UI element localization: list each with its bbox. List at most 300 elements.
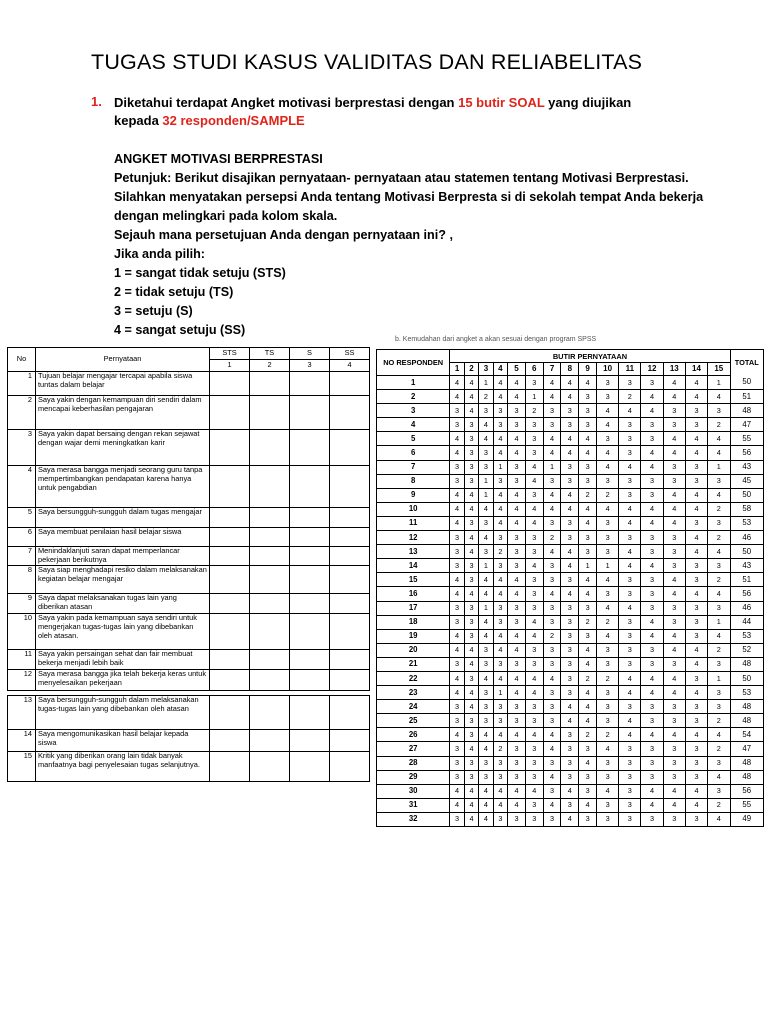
item-number-header: 12 (641, 363, 663, 376)
response-score: 3 (508, 714, 526, 728)
scale-choice-cell[interactable] (250, 670, 290, 691)
response-score: 4 (543, 432, 561, 446)
response-score: 3 (641, 418, 663, 432)
response-score: 3 (561, 657, 579, 671)
response-score: 3 (508, 531, 526, 545)
response-score: 4 (663, 516, 685, 530)
item-number-header: 13 (663, 363, 685, 376)
questionnaire-row (8, 566, 370, 594)
questionnaire-header-row (8, 348, 370, 360)
scale-choice-cell[interactable] (250, 614, 290, 650)
scale-choice-cell[interactable] (290, 547, 330, 566)
questionnaire-row (8, 396, 370, 430)
response-score: 3 (525, 714, 543, 728)
question-text-part-1: Diketahui terdapat Angket motivasi berprestasi dengan (114, 95, 459, 110)
response-score: 4 (708, 629, 730, 643)
response-score: 4 (450, 390, 464, 404)
response-score: 4 (508, 587, 526, 601)
response-score: 4 (619, 671, 641, 685)
response-score: 3 (619, 784, 641, 798)
scale-choice-cell[interactable] (210, 730, 250, 752)
response-score: 3 (619, 700, 641, 714)
response-score: 2 (597, 728, 619, 742)
response-score: 3 (479, 770, 493, 784)
response-score: 3 (525, 545, 543, 559)
header-scale-value: 1 (210, 360, 250, 372)
respondent-number: 18 (377, 615, 450, 629)
respondent-total: 56 (730, 587, 763, 601)
response-score: 3 (464, 432, 478, 446)
response-score: 4 (597, 601, 619, 615)
respondent-row (377, 686, 764, 700)
response-score: 4 (450, 432, 464, 446)
response-score: 4 (479, 728, 493, 742)
header-scale: SS (330, 348, 370, 360)
response-score: 3 (619, 474, 641, 488)
item-number-header: 5 (508, 363, 526, 376)
scale-choice-cell[interactable] (290, 528, 330, 547)
response-score: 4 (561, 502, 579, 516)
response-score: 3 (619, 531, 641, 545)
response-score: 3 (543, 474, 561, 488)
scale-choice-cell[interactable] (210, 430, 250, 466)
response-score: 3 (561, 798, 579, 812)
instruction-line: Silahkan menyatakan persepsi Anda tentang Motivasi Berpresta si di sekolah tempat Anda bekerja (114, 190, 704, 204)
response-score: 1 (708, 615, 730, 629)
response-score: 4 (561, 714, 579, 728)
scale-choice-cell[interactable] (290, 650, 330, 670)
response-score: 4 (685, 390, 707, 404)
scale-choice-cell[interactable] (250, 650, 290, 670)
respondent-row (377, 629, 764, 643)
item-number-header: 1 (450, 363, 464, 376)
header-total: TOTAL (730, 350, 763, 376)
scale-choice-cell[interactable] (330, 430, 370, 466)
response-score: 3 (579, 474, 597, 488)
respondent-number: 4 (377, 418, 450, 432)
response-score: 3 (525, 657, 543, 671)
response-score: 3 (685, 601, 707, 615)
scale-choice-cell[interactable] (250, 528, 290, 547)
response-score: 4 (464, 488, 478, 502)
response-score: 3 (619, 770, 641, 784)
response-score: 4 (493, 516, 507, 530)
scale-choice-cell[interactable] (330, 614, 370, 650)
response-score: 3 (493, 812, 507, 826)
response-score: 4 (663, 376, 685, 390)
response-score: 3 (450, 474, 464, 488)
header-no: No (8, 348, 36, 372)
response-score: 4 (493, 432, 507, 446)
scale-choice-cell[interactable] (290, 508, 330, 528)
response-score: 3 (450, 812, 464, 826)
response-score: 3 (561, 601, 579, 615)
response-score: 3 (663, 756, 685, 770)
item-number-header: 7 (543, 363, 561, 376)
item-number: 5 (8, 508, 36, 528)
scale-choice-cell[interactable] (290, 594, 330, 614)
scale-choice-cell[interactable] (290, 566, 330, 594)
respondent-row (377, 756, 764, 770)
response-score: 4 (685, 798, 707, 812)
respondent-total: 50 (730, 488, 763, 502)
item-statement: Saya mengomunikasikan hasil belajar kepada siswa (36, 730, 210, 752)
respondent-row (377, 798, 764, 812)
response-score: 4 (708, 812, 730, 826)
response-score: 4 (543, 798, 561, 812)
response-score: 4 (450, 446, 464, 460)
item-number-header: 9 (579, 363, 597, 376)
scale-choice-cell[interactable] (330, 730, 370, 752)
respondent-row (377, 376, 764, 390)
response-score: 4 (493, 573, 507, 587)
respondent-number: 3 (377, 404, 450, 418)
response-score: 4 (579, 798, 597, 812)
response-score: 3 (561, 615, 579, 629)
response-score: 4 (685, 432, 707, 446)
scale-choice-cell[interactable] (210, 752, 250, 782)
response-score: 4 (493, 488, 507, 502)
scale-choice-cell[interactable] (210, 650, 250, 670)
response-score: 3 (464, 629, 478, 643)
scale-choice-cell[interactable] (330, 547, 370, 566)
questionnaire-row (8, 508, 370, 528)
response-score: 4 (708, 587, 730, 601)
response-score: 3 (597, 770, 619, 784)
response-score: 4 (543, 770, 561, 784)
scale-choice-cell[interactable] (290, 396, 330, 430)
scale-choice-cell[interactable] (330, 752, 370, 782)
response-score: 3 (619, 756, 641, 770)
response-score: 4 (493, 784, 507, 798)
respondent-number: 5 (377, 432, 450, 446)
scale-choice-cell[interactable] (330, 372, 370, 396)
response-score: 3 (619, 446, 641, 460)
response-score: 1 (579, 559, 597, 573)
response-score: 4 (493, 728, 507, 742)
item-number: 7 (8, 547, 36, 566)
scale-choice-cell[interactable] (250, 566, 290, 594)
response-score: 4 (464, 502, 478, 516)
response-score: 4 (685, 545, 707, 559)
scale-choice-cell[interactable] (250, 372, 290, 396)
header-scale: STS (210, 348, 250, 360)
response-score: 2 (708, 798, 730, 812)
scale-choice-cell[interactable] (330, 650, 370, 670)
item-statement: Saya bersungguh-sungguh dalam melaksanakan tugas-tugas lain yang dibebankan oleh atasan (36, 696, 210, 730)
scale-choice-cell[interactable] (250, 466, 290, 508)
response-score: 3 (579, 770, 597, 784)
response-score: 2 (708, 418, 730, 432)
response-score: 3 (525, 798, 543, 812)
response-score: 2 (708, 502, 730, 516)
response-score: 3 (597, 545, 619, 559)
response-score: 4 (508, 784, 526, 798)
respondent-row (377, 812, 764, 826)
scale-choice-cell[interactable] (330, 508, 370, 528)
respondent-row (377, 573, 764, 587)
response-score: 3 (579, 601, 597, 615)
scale-choice-cell[interactable] (250, 508, 290, 528)
header-scale: S (290, 348, 330, 360)
response-score: 3 (561, 643, 579, 657)
response-score: 4 (579, 376, 597, 390)
response-score: 3 (641, 376, 663, 390)
response-score: 4 (450, 686, 464, 700)
scale-choice-cell[interactable] (290, 372, 330, 396)
questionnaire-table (7, 347, 370, 782)
scale-choice-cell[interactable] (210, 528, 250, 547)
response-score: 4 (479, 671, 493, 685)
response-score: 3 (561, 629, 579, 643)
response-score: 3 (597, 798, 619, 812)
response-score: 3 (561, 474, 579, 488)
respondent-total: 43 (730, 559, 763, 573)
response-score: 4 (508, 686, 526, 700)
response-score: 3 (525, 742, 543, 756)
item-statement: Saya siap menghadapi resiko dalam melaksanakan kegiatan belajar mengajar (36, 566, 210, 594)
response-score: 3 (464, 559, 478, 573)
response-score: 4 (525, 629, 543, 643)
response-score: 4 (561, 390, 579, 404)
scale-choice-cell[interactable] (290, 752, 330, 782)
scale-choice-cell[interactable] (330, 696, 370, 730)
response-score: 3 (579, 390, 597, 404)
response-score: 3 (543, 615, 561, 629)
response-score: 4 (641, 516, 663, 530)
questionnaire-row (8, 696, 370, 730)
response-score: 2 (708, 742, 730, 756)
respondent-total: 45 (730, 474, 763, 488)
response-score: 4 (508, 516, 526, 530)
response-score: 4 (641, 559, 663, 573)
response-score: 1 (493, 686, 507, 700)
scale-choice-cell[interactable] (210, 670, 250, 691)
item-number-header: 2 (464, 363, 478, 376)
respondent-number: 6 (377, 446, 450, 460)
response-score: 3 (597, 390, 619, 404)
response-score: 4 (663, 686, 685, 700)
question-number: 1. (91, 94, 102, 109)
response-score: 4 (597, 460, 619, 474)
scale-choice-cell[interactable] (330, 396, 370, 430)
response-score: 4 (663, 784, 685, 798)
scale-line-1: 1 = sangat tidak setuju (STS) (114, 266, 286, 280)
respondent-number: 24 (377, 700, 450, 714)
response-score: 1 (479, 488, 493, 502)
response-score: 4 (579, 587, 597, 601)
item-statement: Tujuan belajar mengajar tercapai apabila siswa tuntas dalam belajar (36, 372, 210, 396)
response-score: 3 (579, 784, 597, 798)
header-scale-value: 2 (250, 360, 290, 372)
response-score: 3 (619, 376, 641, 390)
response-score: 3 (493, 615, 507, 629)
response-score: 3 (579, 460, 597, 474)
questionnaire-row (8, 730, 370, 752)
response-score: 4 (663, 629, 685, 643)
scale-choice-cell[interactable] (210, 396, 250, 430)
scale-choice-cell[interactable] (210, 614, 250, 650)
response-score: 3 (663, 601, 685, 615)
response-score: 4 (619, 686, 641, 700)
response-score: 3 (708, 756, 730, 770)
item-statement: Menindaklanjuti saran dapat memperlancar pekerjaan berikutnya (36, 547, 210, 566)
response-score: 4 (708, 488, 730, 502)
response-score: 3 (464, 770, 478, 784)
scale-choice-cell[interactable] (330, 594, 370, 614)
response-score: 3 (597, 376, 619, 390)
scale-choice-cell[interactable] (290, 696, 330, 730)
scale-choice-cell[interactable] (210, 594, 250, 614)
response-score: 3 (450, 460, 464, 474)
response-score: 4 (685, 376, 707, 390)
response-score: 3 (663, 559, 685, 573)
response-score: 3 (525, 756, 543, 770)
response-score: 3 (493, 531, 507, 545)
scale-choice-cell[interactable] (330, 670, 370, 691)
response-score: 3 (708, 784, 730, 798)
scale-choice-cell[interactable] (330, 466, 370, 508)
scale-choice-cell[interactable] (250, 730, 290, 752)
scale-choice-cell[interactable] (290, 466, 330, 508)
response-score: 4 (641, 390, 663, 404)
response-score: 3 (641, 531, 663, 545)
response-score: 4 (561, 488, 579, 502)
scale-choice-cell[interactable] (210, 696, 250, 730)
response-score: 3 (464, 615, 478, 629)
response-score: 3 (464, 728, 478, 742)
response-score: 4 (479, 615, 493, 629)
response-score: 4 (597, 418, 619, 432)
scale-choice-cell[interactable] (330, 528, 370, 547)
response-score: 4 (619, 559, 641, 573)
response-score: 4 (450, 587, 464, 601)
response-score: 4 (464, 700, 478, 714)
item-statement: Saya dapat melaksanakan tugas lain yang diberikan atasan (36, 594, 210, 614)
respondent-total: 58 (730, 502, 763, 516)
response-score: 4 (450, 488, 464, 502)
item-number: 8 (8, 566, 36, 594)
response-score: 4 (561, 587, 579, 601)
response-score: 4 (464, 390, 478, 404)
scale-choice-cell[interactable] (250, 547, 290, 566)
scale-choice-cell[interactable] (290, 614, 330, 650)
response-score: 3 (708, 686, 730, 700)
scale-choice-cell[interactable] (330, 566, 370, 594)
response-score: 3 (479, 714, 493, 728)
scale-choice-cell[interactable] (210, 466, 250, 508)
response-score: 3 (619, 488, 641, 502)
response-score: 4 (493, 629, 507, 643)
response-score: 4 (663, 488, 685, 502)
header-scale: TS (250, 348, 290, 360)
scale-choice-cell[interactable] (210, 547, 250, 566)
response-score: 1 (493, 460, 507, 474)
response-score: 3 (685, 812, 707, 826)
item-number: 4 (8, 466, 36, 508)
response-score: 4 (450, 629, 464, 643)
cut-off-caption: b. Kemudahan dari angket a akan sesuai dengan program SPSS (395, 336, 597, 343)
response-score: 3 (561, 728, 579, 742)
scale-choice-cell[interactable] (250, 594, 290, 614)
response-score: 4 (508, 446, 526, 460)
response-score: 3 (508, 657, 526, 671)
scale-choice-cell[interactable] (250, 430, 290, 466)
response-score: 3 (493, 657, 507, 671)
scale-choice-cell[interactable] (290, 730, 330, 752)
scale-choice-cell[interactable] (290, 670, 330, 691)
respondent-total: 55 (730, 798, 763, 812)
respondent-number: 8 (377, 474, 450, 488)
response-score: 4 (641, 686, 663, 700)
response-score: 4 (619, 728, 641, 742)
scale-choice-cell[interactable] (250, 396, 290, 430)
response-score: 2 (543, 531, 561, 545)
response-score: 4 (543, 728, 561, 742)
response-score: 1 (479, 601, 493, 615)
response-score: 4 (479, 573, 493, 587)
scale-choice-cell[interactable] (210, 566, 250, 594)
response-score: 4 (525, 615, 543, 629)
response-score: 3 (641, 812, 663, 826)
response-score: 3 (508, 742, 526, 756)
response-score: 3 (619, 629, 641, 643)
scale-choice-cell[interactable] (250, 752, 290, 782)
response-score: 4 (525, 460, 543, 474)
response-score: 3 (641, 643, 663, 657)
response-score: 3 (597, 756, 619, 770)
respondent-row (377, 657, 764, 671)
item-number: 15 (8, 752, 36, 782)
respondent-number: 32 (377, 812, 450, 826)
response-score: 3 (663, 812, 685, 826)
response-score: 3 (543, 643, 561, 657)
item-statement: Saya membuat penilaian hasil belajar siswa (36, 528, 210, 547)
response-score: 4 (641, 404, 663, 418)
response-score: 3 (543, 657, 561, 671)
response-score: 3 (685, 460, 707, 474)
respondent-total: 54 (730, 728, 763, 742)
response-score: 4 (450, 728, 464, 742)
respondent-total: 46 (730, 531, 763, 545)
response-score: 3 (525, 700, 543, 714)
response-score: 4 (685, 531, 707, 545)
respondent-number: 27 (377, 742, 450, 756)
respondent-row (377, 784, 764, 798)
response-score: 4 (479, 432, 493, 446)
response-score: 3 (493, 418, 507, 432)
scale-choice-cell[interactable] (250, 696, 290, 730)
response-score: 3 (641, 488, 663, 502)
scale-choice-cell[interactable] (210, 372, 250, 396)
response-score: 3 (641, 432, 663, 446)
response-score: 3 (493, 601, 507, 615)
header-respondent: NO RESPONDEN (377, 350, 450, 376)
response-score: 4 (619, 404, 641, 418)
response-score: 4 (641, 460, 663, 474)
response-score: 3 (561, 404, 579, 418)
scale-choice-cell[interactable] (210, 508, 250, 528)
response-score: 4 (479, 798, 493, 812)
response-score: 4 (663, 432, 685, 446)
response-score: 4 (493, 502, 507, 516)
response-score: 4 (561, 545, 579, 559)
response-score: 4 (464, 798, 478, 812)
respondent-total: 43 (730, 460, 763, 474)
scale-choice-cell[interactable] (290, 430, 330, 466)
response-score: 4 (525, 474, 543, 488)
response-score: 4 (663, 643, 685, 657)
